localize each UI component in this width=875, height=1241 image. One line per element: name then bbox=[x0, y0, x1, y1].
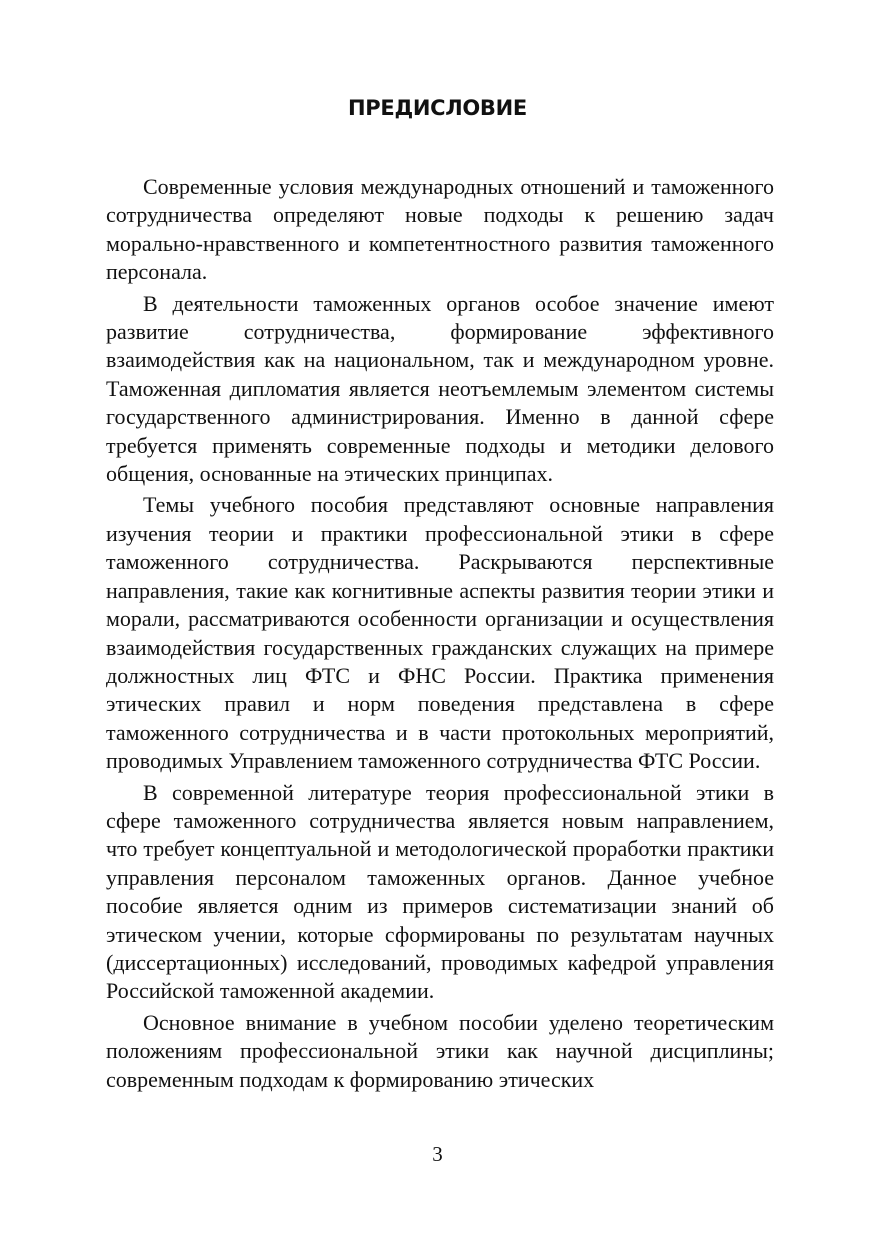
page-number: 3 bbox=[432, 1142, 443, 1166]
document-body bbox=[106, 173, 774, 1097]
paragraph: В деятельности таможенных органов особое значение имеют развитие сотрудничества, формирование эффективного взаимодействия как на национальном, так и международном уровне. Таможенная дипломатия является неотъемлемым элементом системы государственного администрирования. Именно в данной сфере требуется применять современные подходы и методики делового общения, основанные на этических принципах. bbox=[106, 290, 774, 487]
paragraph: Основное внимание в учебном пособии уделено теоретическим положениям профессиональной этики как научной дисциплины; современным подходам к формированию этических bbox=[106, 1009, 774, 1092]
paragraph: В современной литературе теория профессиональной этики в сфере таможенного сотрудничества является новым направлением, что требует концептуальной и методологической проработки практики управления персоналом таможенных органов. Данное учебное пособие является одним из примеров систематизации знаний об этическом учении, которые сформированы по результатам научных (диссертационных) исследований, проводимых кафедрой управления Российской таможенной академии. bbox=[106, 779, 774, 1004]
paragraph: Темы учебного пособия представляют основные направления изучения теории и практики профессиональной этики в сфере таможенного сотрудничества. Раскрываются перспективные направления, такие как когнитивные аспекты развития теории этики и морали, рассматриваются особенности организации и осуществления взаимодействия государственных гражданских служащих на примере должностных лиц ФТС и ФНС России. Практика применения этических правил и норм поведения представлена в сфере таможенного сотрудничества и в части протокольных мероприятий, проводимых Управлением таможенного сотрудничества ФТС России. bbox=[106, 492, 774, 774]
page-title: ПРЕДИСЛОВИЕ bbox=[348, 96, 527, 120]
paragraph: Современные условия международных отношений и таможенного сотрудничества определяют новые подходы к решению задач морально-нравственного и компетентностного развития таможенного персонала. bbox=[106, 174, 774, 285]
